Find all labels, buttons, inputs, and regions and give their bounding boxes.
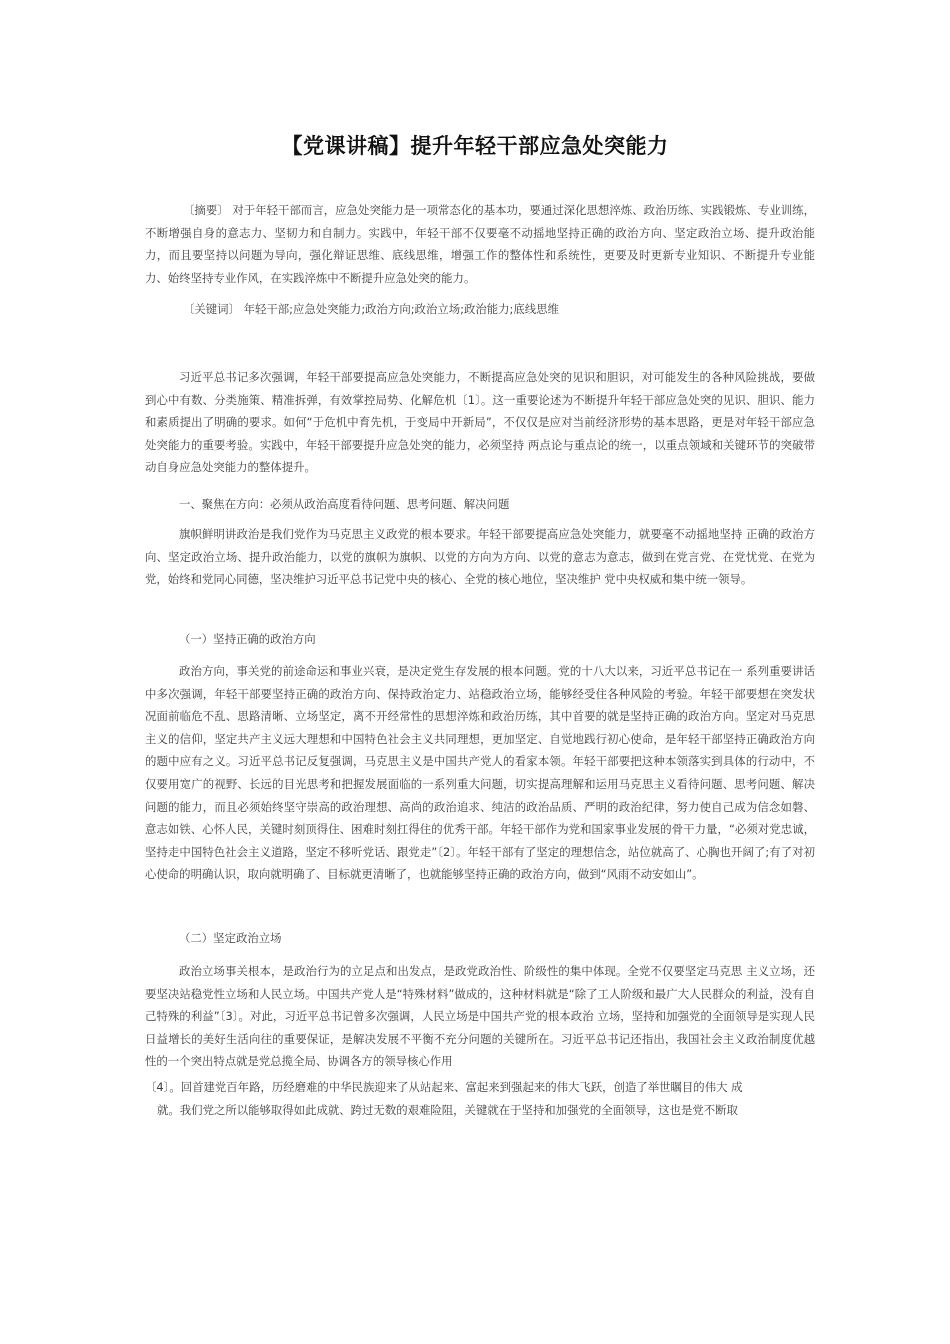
abstract-paragraph: 〔摘要〕 对于年轻干部而言，应急处突能力是一项常态化的基本功，要通过深化思想淬炼、政治历练、实践锻炼、专业训练，不断增强自身的意志力、坚韧力和自制力。实践中，年轻干部不仅要毫不动摇地坚持正确的政治方向、坚定政治立场、提升政治能力，而且要坚持以问题为导向，强化辩证思维、底线思维，增强工作的整体性和系统性，更要及时更新专业知识、不断提升专业能力、始终坚持专业作风，在实践淬炼中不断提升应急处突的能力。 bbox=[145, 203, 815, 285]
subsection-heading-2: （二）坚定政治立场 bbox=[179, 931, 282, 945]
keywords-line: 〔关键词〕 年轻干部;应急处突能力;政治方向;政治立场;政治能力;底线思维 bbox=[183, 302, 559, 316]
subsection1-paragraph: 政治方向，事关党的前途命运和事业兴衰，是决定党生存发展的根本问题。党的十八大以来，习近平总书记在一 系列重要讲话中多次强调，年轻干部要坚持正确的政治方向、保持政治定力、站稳政治立场，能够经受住各种风险的考验。年轻干部要想在突发状况面前临危不乱、思路清晰、立场坚定，离不开经常性的思想淬炼和政治历练，其中首要的就是坚持正确的政治方向。坚定对马克思主义的信仰，坚定共产主义远大理想和中国特色社会主义共同理想，更加坚定、自觉地践行初心使命，是年轻干部坚持正确政治方向的题中应有之义。习近平总书记反复强调，马克思主义是中国共产党人的看家本领。年轻干部要把这种本领落实到具体的行动中，不仅要用宽广的视野、长远的目光思考和把握发展面临的一系列重大问题，切实提高理解和运用马克思主义看待问题、思考问题、解决问题的能力，而且必须始终坚守崇高的政治理想、高尚的政治追求、纯洁的政治品质、严明的政治纪律，努力使自己成为信念如磐、意志如铁、心怀人民，关键时刻顶得住、困难时刻扛得住的优秀干部。年轻干部作为党和国家事业发展的骨干力量，“必须对党忠诚，坚持走中国特色社会主义道路，坚定不移听党话、跟党走”〔2〕。年轻干部有了坚定的理想信念，站位就高了、心胸也开阔了;有了对初心使命的明确认识，取向就明确了、目标就更清晰了，也就能够坚持正确的政治方向，做到“风雨不动安如山”。 bbox=[145, 664, 815, 882]
paragraph-last-line: 就。我们党之所以能够取得如此成就、跨过无数的艰难险阻，关键就在于坚持和加强党的全面领导，这也是党不断取 bbox=[157, 1103, 738, 1117]
intro-paragraph: 习近平总书记多次强调，年轻干部要提高应急处突能力，不断提高应急处突的见识和胆识，对可能发生的各种风险挑战，要做到心中有数、分类施策、精准拆弹，有效掌控局势、化解危机〔1〕。这一重要论述为不断提升年轻干部应急处突的见识、胆识、能力和素质提出了明确的要求。如何“于危机中育先机，于变局中开新局”，不仅仅是应对当前经济形势的基本思路，更是对年轻干部应急处突能力的重要考验。实践中，年轻干部要提升应急处突的能力，必须坚持 两点论与重点论的统一，以重点领域和关键环节的突破带动自身应急处突能力的整体提升。 bbox=[145, 370, 815, 475]
subsection2-paragraph: 政治立场事关根本，是政治行为的立足点和出发点，是政党政治性、阶级性的集中体现。全党不仅要坚定马克思 主义立场，还要坚决站稳党性立场和人民立场。中国共产党人是“特殊材料”做成的，这种材料就是“除了工人阶级和最广大人民群众的利益，没有自己特殊的利益”〔3〕。对此，习近平总书记曾多次强调，人民立场是中国共产党的根本政治 立场，坚持和加强党的全面领导是实现人民日益增长的美好生活向往的重要保证，是解决发展不平衡不充分问题的关键所在。习近平总书记还指出，我国社会主义政治制度优越性的一个突出特点就是党总揽全局、协调各方的领导核心作用 bbox=[145, 964, 815, 1069]
document-title: 【党课讲稿】提升年轻干部应急处突能力 bbox=[281, 134, 669, 158]
section-heading-1: 一、聚焦在方向：必须从政治高度看待问题、思考问题、解决问题 bbox=[179, 497, 510, 511]
subsection-heading-1: （一）坚持正确的政治方向 bbox=[179, 632, 316, 646]
paragraph-continuation-line: 〔4〕。回首建党百年路，历经磨难的中华民族迎来了从站起来、富起来到强起来的伟大飞跃，创造了举世瞩目的伟大 成 bbox=[145, 1080, 743, 1094]
section1-paragraph: 旗帜鲜明讲政治是我们党作为马克思主义政党的根本要求。年轻干部要提高应急处突能力，就要毫不动摇地坚持 正确的政治方向、坚定政治立场、提升政治能力，以党的旗帜为旗帜、以党的方向为方向、以党的意志为意志，做到在党言党、在党忧党、在党为党，始终和党同心同德，坚决维护习近平总书记党中央的核心、全党的核心地位，坚决维护 党中央权威和集中统一领导。 bbox=[145, 527, 815, 587]
